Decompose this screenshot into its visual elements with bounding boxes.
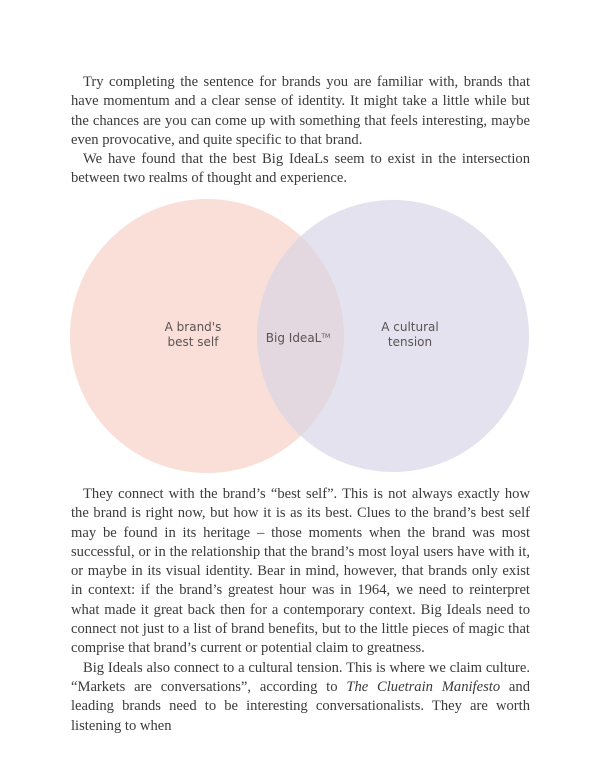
body-paragraph — [71, 659, 530, 736]
label-line: A brand's — [164, 320, 222, 334]
body-paragraph: They connect with the brand’s “best self”. This is not always exactly how the brand is right now, but how it is as its best. Clues to the brand’s best self may be found in its heritage – those moments when the brand was most successful, or in the relationship that the brand’s most loyal users have with it, or maybe in its visual identity. Bear in mind, however, that brands only exist in context: if the brand’s greatest hour was in 1964, we need to reinterpret what made it great back then for a contemporary context. Big Ideals need to connect not just to a list of brand benefits, but to the little pieces of magic that comprise that brand’s current or potential claim to greatness. — [71, 486, 530, 657]
label-line: A cultural — [381, 320, 439, 334]
label-line: tension — [387, 335, 433, 349]
big-ideal-label — [248, 329, 348, 346]
label-line: best self — [167, 335, 219, 349]
intro-text — [71, 73, 530, 189]
big-ideal-text: Big IdeaL — [265, 331, 322, 345]
paragraph-text: Big Ideals also connect to a cultural tension. This is where we claim culture. “Markets are conversations”, according to — [71, 659, 530, 695]
paragraph-text: and leading brands need to be interesting conversationalists. They are worth listening to when — [71, 678, 530, 734]
brand-best-self-label — [143, 320, 243, 350]
cultural-tension-label — [360, 320, 460, 350]
book-title: The Cluetrain Manifesto — [346, 678, 501, 695]
body-text — [71, 485, 530, 736]
venn-diagram — [0, 190, 600, 485]
intro-paragraph: We have found that the best Big IdeaLs seem to exist in the intersection between two realms of thought and experience. — [71, 151, 530, 187]
trademark-mark: TM — [321, 333, 331, 340]
intro-paragraph: Try completing the sentence for brands you are familiar with, brands that have momentum and a clear sense of identity. It might take a little while but the chances are you can come up with something that feels interesting, maybe even provocative, and quite specific to that brand. — [71, 74, 530, 148]
